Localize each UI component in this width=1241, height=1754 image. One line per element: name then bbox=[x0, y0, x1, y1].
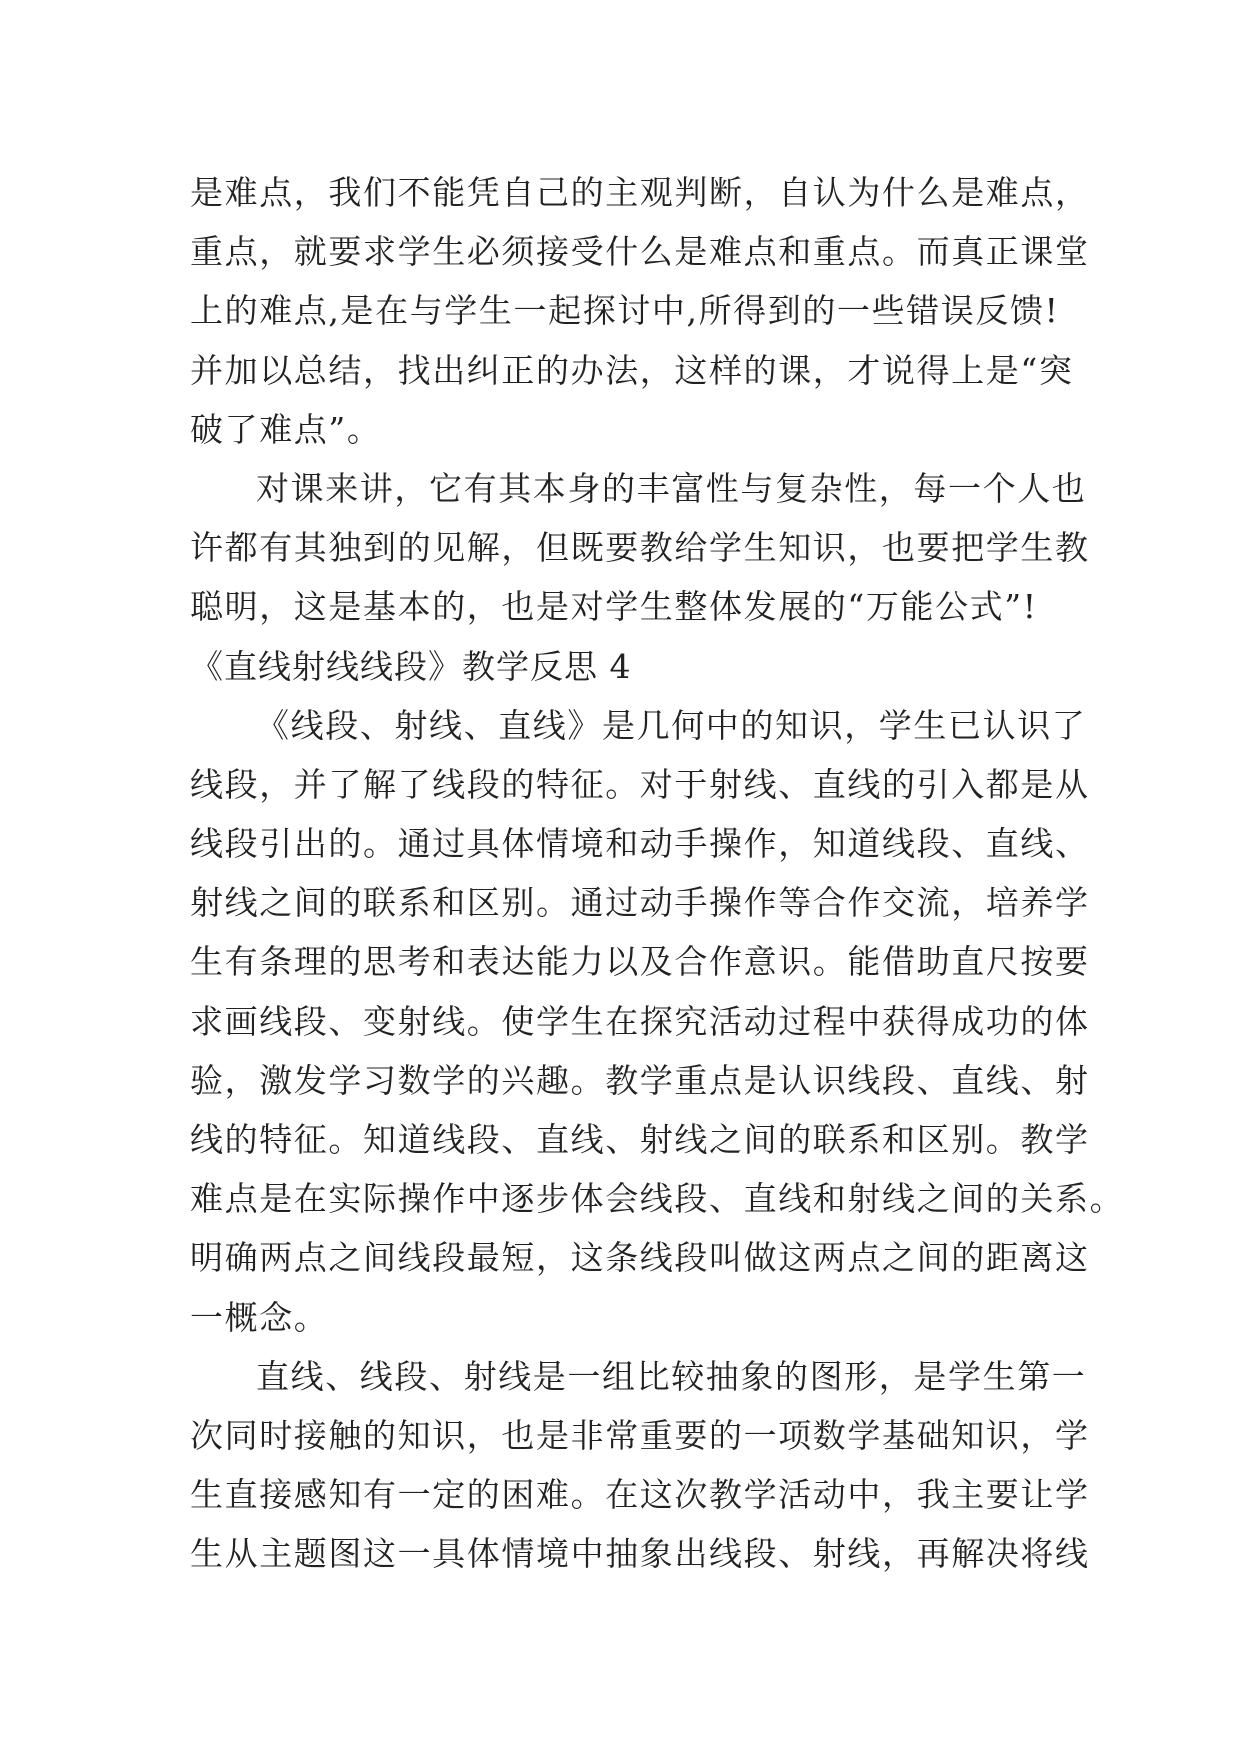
text-line: 生有条理的思考和表达能力以及合作意识。能借助直尺按要 bbox=[190, 942, 1090, 982]
text-line: 明确两点之间线段最短，这条线段叫做这两点之间的距离这 bbox=[190, 1238, 1090, 1278]
text-line: 求画线段、变射线。使学生在探究活动过程中获得成功的体 bbox=[190, 1001, 1090, 1041]
paragraph-start-line: 《线段、射线、直线》是几何中的知识，学生已认识了 bbox=[256, 705, 1087, 745]
text-line: 重点，就要求学生必须接受什么是难点和重点。而真正课堂 bbox=[190, 232, 1090, 272]
text-line: 一概念。 bbox=[190, 1297, 329, 1337]
text-line: 射线之间的联系和区别。通过动手操作等合作交流，培养学 bbox=[190, 883, 1090, 923]
text-line: 次同时接触的知识，也是非常重要的一项数学基础知识，学 bbox=[190, 1415, 1090, 1455]
document-body bbox=[190, 163, 1125, 1584]
text-line: 是难点，我们不能凭自己的主观判断，自认为什么是难点， bbox=[190, 173, 1090, 212]
text-line: 线段引出的。通过具体情境和动手操作，知道线段、直线、 bbox=[190, 824, 1090, 864]
text-line: 线的特征。知道线段、直线、射线之间的联系和区别。教学 bbox=[190, 1120, 1090, 1159]
text-line: 破了难点”。 bbox=[190, 409, 382, 449]
text-line: 生从主题图这一具体情境中抽象出线段、射线，再解决将线 bbox=[190, 1534, 1090, 1574]
paragraph-start-line: 直线、线段、射线是一组比较抽象的图形，是学生第一 bbox=[256, 1356, 1087, 1396]
text-line: 验，激发学习数学的兴趣。教学重点是认识线段、直线、射 bbox=[190, 1060, 1090, 1100]
text-line: 生直接感知有一定的困难。在这次教学活动中，我主要让学 bbox=[190, 1475, 1090, 1515]
section-heading: 《直线射线线段》教学反思 4 bbox=[190, 646, 632, 686]
paragraph-start-line: 对课来讲，它有其本身的丰富性与复杂性，每一个人也 bbox=[256, 468, 1087, 508]
text-line: 难点是在实际操作中逐步体会线段、直线和射线之间的关系。 bbox=[190, 1179, 1125, 1219]
text-line: 并加以总结，找出纠正的办法，这样的课，才说得上是“突 bbox=[190, 350, 1074, 390]
text-line: 上的难点,是在与学生一起探讨中,所得到的一些错误反馈! bbox=[190, 291, 1060, 331]
text-line: 线段，并了解了线段的特征。对于射线、直线的引入都是从 bbox=[190, 764, 1090, 804]
text-line: 许都有其独到的见解，但既要教给学生知识，也要把学生教 bbox=[190, 528, 1090, 568]
text-line: 聪明，这是基本的，也是对学生整体发展的“万能公式”! bbox=[190, 587, 1038, 627]
